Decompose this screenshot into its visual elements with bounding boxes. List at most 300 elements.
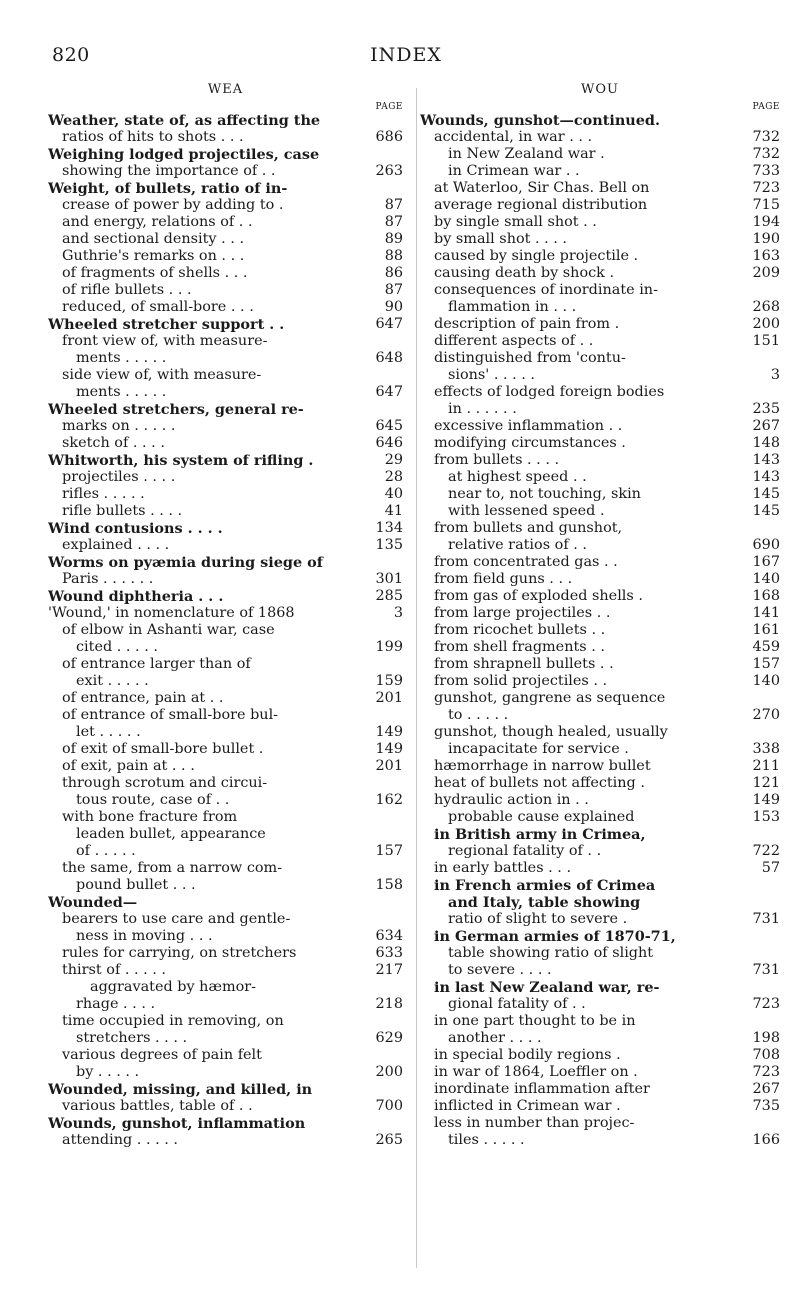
index-entry: [420, 452, 780, 469]
index-entry: [48, 265, 403, 282]
entry-text: from shell fragments . .: [434, 639, 605, 655]
entry-page-number: 201: [375, 690, 403, 706]
entry-text: Weight, of bullets, ratio of in-: [48, 180, 288, 197]
entry-text: from solid projectiles . .: [434, 673, 608, 689]
page-column-label: PAGE: [752, 102, 780, 112]
entry-page-number: 194: [752, 214, 780, 230]
column-running-head: WOU: [581, 82, 619, 97]
index-entry: [420, 639, 780, 656]
entry-text: front view of, with measure-: [62, 333, 268, 349]
entry-text: ratio of slight to severe .: [448, 911, 628, 927]
index-entry: [420, 129, 780, 146]
entry-text: Wound diphtheria . . .: [48, 588, 224, 605]
index-entry: [420, 979, 780, 996]
index-entry: [48, 690, 403, 707]
entry-text: rhage . . . .: [76, 996, 156, 1012]
entry-page-number: 28: [384, 469, 403, 485]
entry-page-number: 646: [375, 435, 403, 451]
entry-text: cited . . . . .: [76, 639, 158, 655]
entry-page-number: 153: [752, 809, 780, 825]
entry-text: Wind contusions . . . .: [48, 520, 223, 537]
entry-text: showing the importance of . .: [62, 163, 276, 179]
entry-text: in special bodily regions .: [434, 1047, 621, 1063]
index-entry: [48, 1115, 403, 1132]
entry-page-number: 633: [375, 945, 403, 961]
entry-text: rules for carrying, on stretchers: [62, 945, 297, 961]
entry-text: marks on . . . . .: [62, 418, 176, 434]
index-entry: [420, 656, 780, 673]
entry-page-number: 338: [752, 741, 780, 757]
index-entry: [420, 282, 780, 299]
entry-text: of entrance larger than of: [62, 656, 251, 672]
entry-text: ness in moving . . .: [76, 928, 213, 944]
entry-page-number: 159: [375, 673, 403, 689]
entry-text: side view of, with measure-: [62, 367, 262, 383]
entry-page-number: 157: [752, 656, 780, 672]
entry-page-number: 149: [752, 792, 780, 808]
entry-text: in war of 1864, Loeffler on .: [434, 1064, 638, 1080]
index-entry: [48, 1013, 403, 1030]
entry-text: and Italy, table showing: [448, 894, 641, 911]
entry-page-number: 235: [752, 401, 780, 417]
entry-page-number: 209: [752, 265, 780, 281]
entry-text: of exit, pain at . . .: [62, 758, 195, 774]
index-entry: [420, 367, 780, 384]
entry-text: with bone fracture from: [62, 809, 238, 825]
column-running-head: WEA: [207, 82, 244, 97]
index-entry: [420, 1013, 780, 1030]
index-entry: [48, 435, 403, 452]
entry-text: ratios of hits to shots . . .: [62, 129, 244, 145]
index-entry: [48, 146, 403, 163]
entry-text: the same, from a narrow com-: [62, 860, 283, 876]
index-entry: [420, 146, 780, 163]
entry-page-number: 732: [752, 129, 780, 145]
index-entry: [420, 826, 780, 843]
entry-page-number: 166: [752, 1132, 780, 1148]
entry-text: leaden bullet, appearance: [76, 826, 266, 842]
index-entry: [420, 928, 780, 945]
index-entry: [48, 962, 403, 979]
entry-page-number: 87: [384, 282, 403, 298]
index-entry: [420, 265, 780, 282]
index-entry: [48, 979, 403, 996]
entry-text: crease of power by adding to .: [62, 197, 284, 213]
entry-text: tiles . . . . .: [448, 1132, 525, 1148]
entry-page-number: 715: [752, 197, 780, 213]
index-entry: [420, 1064, 780, 1081]
entry-text: explained . . . .: [62, 537, 170, 553]
entry-text: of exit of small-bore bullet .: [62, 741, 264, 757]
entry-text: through scrotum and circui-: [62, 775, 268, 791]
entry-text: by single small shot . .: [434, 214, 597, 230]
entry-text: from large projectiles . .: [434, 605, 611, 621]
index-entry: [48, 554, 403, 571]
entry-page-number: 267: [752, 1081, 780, 1097]
entry-text: to . . . . .: [448, 707, 509, 723]
entry-text: in French armies of Crimea: [434, 877, 656, 894]
entry-page-number: 41: [384, 503, 403, 519]
index-entry: [420, 350, 780, 367]
entry-text: projectiles . . . .: [62, 469, 176, 485]
entry-text: Wounded—: [48, 894, 138, 911]
entry-page-number: 29: [384, 452, 403, 468]
index-entry: [48, 656, 403, 673]
entry-page-number: 149: [375, 724, 403, 740]
entry-page-number: 40: [384, 486, 403, 502]
entry-text: modifying circumstances .: [434, 435, 626, 451]
index-entry: [420, 707, 780, 724]
index-entry: [420, 384, 780, 401]
entry-page-number: 88: [384, 248, 403, 264]
index-entry: [48, 826, 403, 843]
entry-text: Weighing lodged projectiles, case: [48, 146, 320, 163]
index-entry: [420, 418, 780, 435]
index-entry: [420, 248, 780, 265]
index-entry: [420, 520, 780, 537]
index-entry: [48, 486, 403, 503]
entry-page-number: 145: [752, 503, 780, 519]
column-divider: [416, 88, 417, 1268]
entry-text: gunshot, though healed, usually: [434, 724, 668, 740]
entry-text: from shrapnell bullets . .: [434, 656, 614, 672]
index-entry: [48, 180, 403, 197]
entry-page-number: 86: [384, 265, 403, 281]
entry-page-number: 731: [752, 962, 780, 978]
entry-page-number: 140: [752, 673, 780, 689]
entry-page-number: 134: [375, 520, 403, 536]
entry-text: Whitworth, his system of rifling .: [48, 452, 314, 469]
entry-text: in German armies of 1870-71,: [434, 928, 676, 945]
entry-page-number: 3: [770, 367, 780, 383]
entry-page-number: 145: [752, 486, 780, 502]
entry-page-number: 157: [375, 843, 403, 859]
entry-text: average regional distribution: [434, 197, 648, 213]
entry-text: of elbow in Ashanti war, case: [62, 622, 275, 638]
entry-text: bearers to use care and gentle-: [62, 911, 291, 927]
entry-text: inflicted in Crimean war .: [434, 1098, 621, 1114]
index-entry: [420, 945, 780, 962]
entry-text: in one part thought to be in: [434, 1013, 636, 1029]
entry-text: from field guns . . .: [434, 571, 573, 587]
entry-text: exit . . . . .: [76, 673, 149, 689]
index-entry: [420, 1030, 780, 1047]
entry-text: ments . . . . .: [76, 350, 167, 366]
entry-page-number: 143: [752, 469, 780, 485]
index-entry: [48, 418, 403, 435]
index-entry: [420, 1081, 780, 1098]
entry-text: Guthrie's remarks on . . .: [62, 248, 245, 264]
entry-text: and sectional density . . .: [62, 231, 245, 247]
index-entry: [48, 452, 403, 469]
entry-page-number: 158: [375, 877, 403, 893]
entry-text: incapacitate for service .: [448, 741, 629, 757]
entry-text: description of pain from .: [434, 316, 620, 332]
entry-text: from bullets . . . .: [434, 452, 560, 468]
entry-text: sketch of . . . .: [62, 435, 165, 451]
index-column-left: [48, 82, 403, 1149]
index-entry: [48, 775, 403, 792]
entry-page-number: 700: [375, 1098, 403, 1114]
index-entry: [420, 571, 780, 588]
index-entry: [48, 724, 403, 741]
entry-text: rifles . . . . .: [62, 486, 145, 502]
index-entry: [420, 435, 780, 452]
entry-page-number: 89: [384, 231, 403, 247]
index-entry: [420, 775, 780, 792]
entry-page-number: 459: [752, 639, 780, 655]
index-entry: [48, 792, 403, 809]
entry-page-number: 723: [752, 1064, 780, 1080]
entry-page-number: 3: [393, 605, 403, 621]
index-entry: [48, 231, 403, 248]
entry-text: by . . . . .: [76, 1064, 140, 1080]
index-entry: [48, 877, 403, 894]
index-entry: [420, 1098, 780, 1115]
entry-page-number: 143: [752, 452, 780, 468]
index-entry: [420, 554, 780, 571]
entry-text: 'Wound,' in nomenclature of 1868: [48, 605, 295, 621]
index-entry: [48, 622, 403, 639]
index-entry: [48, 707, 403, 724]
entry-text: of entrance of small-bore bul-: [62, 707, 279, 723]
entry-page-number: 148: [752, 435, 780, 451]
index-entry: [420, 486, 780, 503]
index-entry: [420, 673, 780, 690]
entry-page-number: 90: [384, 299, 403, 315]
entry-text: attending . . . . .: [62, 1132, 178, 1148]
entry-text: Wounds, gunshot—continued.: [420, 112, 660, 129]
index-entry: [48, 758, 403, 775]
index-entry: [48, 503, 403, 520]
entry-page-number: 648: [375, 350, 403, 366]
entry-text: of entrance, pain at . .: [62, 690, 224, 706]
entry-text: stretchers . . . .: [76, 1030, 188, 1046]
entry-page-number: 121: [752, 775, 780, 791]
entry-text: gunshot, gangrene as sequence: [434, 690, 666, 706]
entry-page-number: 263: [375, 163, 403, 179]
entry-page-number: 198: [752, 1030, 780, 1046]
entry-text: distinguished from 'contu-: [434, 350, 626, 366]
entry-text: in . . . . . .: [448, 401, 517, 417]
entry-text: from bullets and gunshot,: [434, 520, 623, 536]
index-entry: [420, 333, 780, 350]
entry-page-number: 161: [752, 622, 780, 638]
entry-text: hæmorrhage in narrow bullet: [434, 758, 651, 774]
entry-page-number: 87: [384, 214, 403, 230]
entry-page-number: 135: [375, 537, 403, 553]
index-entry: [48, 571, 403, 588]
page-title: INDEX: [370, 44, 442, 66]
index-entry: [48, 299, 403, 316]
entry-page-number: 87: [384, 197, 403, 213]
index-entry: [420, 622, 780, 639]
index-entry: [420, 299, 780, 316]
entry-page-number: 268: [752, 299, 780, 315]
entry-text: flammation in . . .: [448, 299, 577, 315]
index-entry: [420, 605, 780, 622]
index-entry: [48, 197, 403, 214]
entry-page-number: 211: [752, 758, 780, 774]
entry-text: of . . . . .: [76, 843, 136, 859]
entry-page-number: 647: [375, 316, 403, 332]
entry-text: hydraulic action in . .: [434, 792, 589, 808]
index-entry: [420, 911, 780, 928]
index-entry: [48, 1030, 403, 1047]
entry-page-number: 200: [752, 316, 780, 332]
index-entry: [48, 996, 403, 1013]
index-entry: [420, 894, 780, 911]
index-entry: [420, 163, 780, 180]
index-entry: [420, 1132, 780, 1149]
entry-text: various degrees of pain felt: [62, 1047, 262, 1063]
index-entry: [48, 129, 403, 146]
index-entry: [420, 1115, 780, 1132]
entry-text: gional fatality of . .: [448, 996, 586, 1012]
index-entry: [420, 588, 780, 605]
entry-text: causing death by shock .: [434, 265, 615, 281]
entry-page-number: 722: [752, 843, 780, 859]
index-entry: [48, 112, 403, 129]
index-entry: [420, 690, 780, 707]
entry-text: with lessened speed .: [448, 503, 605, 519]
entry-text: Wounds, gunshot, inflammation: [48, 1115, 306, 1132]
entry-text: rifle bullets . . . .: [62, 503, 183, 519]
index-entry: [420, 214, 780, 231]
entry-text: Wheeled stretcher support . .: [48, 316, 285, 333]
index-entry: [48, 282, 403, 299]
index-entry: [48, 928, 403, 945]
index-entry: [48, 605, 403, 622]
index-entry: [48, 945, 403, 962]
index-entry: [48, 350, 403, 367]
entry-text: Weather, state of, as affecting the: [48, 112, 321, 129]
page-header: [52, 44, 760, 68]
entry-text: of fragments of shells . . .: [62, 265, 248, 281]
entry-page-number: 723: [752, 180, 780, 196]
index-entry: [420, 792, 780, 809]
index-entry: [420, 112, 780, 129]
entry-text: of rifle bullets . . .: [62, 282, 192, 298]
entry-text: time occupied in removing, on: [62, 1013, 284, 1029]
index-entry-list: [420, 112, 780, 1149]
index-entry: [420, 877, 780, 894]
index-entry: [48, 843, 403, 860]
index-entry: [420, 843, 780, 860]
index-entry: [48, 214, 403, 231]
entry-text: in last New Zealand war, re-: [434, 979, 660, 996]
entry-page-number: 201: [375, 758, 403, 774]
entry-page-number: 733: [752, 163, 780, 179]
entry-page-number: 163: [752, 248, 780, 264]
entry-page-number: 168: [752, 588, 780, 604]
index-entry: [48, 1064, 403, 1081]
entry-text: at Waterloo, Sir Chas. Bell on: [434, 180, 650, 196]
entry-text: from ricochet bullets . .: [434, 622, 606, 638]
index-entry: [420, 758, 780, 775]
entry-page-number: 162: [375, 792, 403, 808]
entry-text: thirst of . . . . .: [62, 962, 167, 978]
entry-text: effects of lodged foreign bodies: [434, 384, 665, 400]
index-entry: [48, 1098, 403, 1115]
index-entry: [48, 639, 403, 656]
entry-page-number: 200: [375, 1064, 403, 1080]
entry-text: Wounded, missing, and killed, in: [48, 1081, 313, 1098]
index-entry: [48, 1047, 403, 1064]
index-entry: [420, 180, 780, 197]
entry-page-number: 141: [752, 605, 780, 621]
entry-page-number: 731: [752, 911, 780, 927]
index-entry: [420, 809, 780, 826]
entry-page-number: 690: [752, 537, 780, 553]
entry-page-number: 634: [375, 928, 403, 944]
entry-page-number: 167: [752, 554, 780, 570]
entry-text: near to, not touching, skin: [448, 486, 641, 502]
index-column-right: [420, 82, 780, 1149]
index-entry: [420, 1047, 780, 1064]
index-entry: [48, 367, 403, 384]
entry-text: from gas of exploded shells .: [434, 588, 643, 604]
index-entry: [48, 333, 403, 350]
index-entry: [48, 741, 403, 758]
index-entry: [420, 860, 780, 877]
entry-text: inordinate inflammation after: [434, 1081, 650, 1097]
entry-text: relative ratios of . .: [448, 537, 587, 553]
index-entry: [48, 163, 403, 180]
entry-text: tous route, case of . .: [76, 792, 230, 808]
index-entry: [48, 520, 403, 537]
index-entry: [420, 316, 780, 333]
entry-text: accidental, in war . . .: [434, 129, 593, 145]
entry-text: another . . . .: [448, 1030, 542, 1046]
entry-page-number: 151: [752, 333, 780, 349]
index-entry: [48, 537, 403, 554]
entry-text: in early battles . . .: [434, 860, 572, 876]
entry-page-number: 140: [752, 571, 780, 587]
index-entry: [48, 1132, 403, 1149]
entry-text: reduced, of small-bore . . .: [62, 299, 254, 315]
entry-page-number: 732: [752, 146, 780, 162]
entry-page-number: 285: [375, 588, 403, 604]
entry-text: Worms on pyæmia during siege of: [48, 554, 323, 571]
index-entry: [420, 996, 780, 1013]
index-entry: [420, 962, 780, 979]
entry-text: pound bullet . . .: [76, 877, 196, 893]
entry-page-number: 647: [375, 384, 403, 400]
index-entry: [420, 469, 780, 486]
entry-text: in British army in Crimea,: [434, 826, 646, 843]
index-entry: [48, 469, 403, 486]
entry-text: at highest speed . .: [448, 469, 587, 485]
entry-page-number: 645: [375, 418, 403, 434]
index-entry: [48, 401, 403, 418]
entry-text: different aspects of . .: [434, 333, 594, 349]
index-entry: [48, 894, 403, 911]
entry-text: from concentrated gas . .: [434, 554, 618, 570]
index-entry: [420, 231, 780, 248]
entry-text: regional fatality of . .: [448, 843, 602, 859]
entry-text: heat of bullets not affecting .: [434, 775, 645, 791]
index-entry: [420, 741, 780, 758]
index-entry: [48, 673, 403, 690]
entry-text: and energy, relations of . .: [62, 214, 253, 230]
index-entry: [420, 401, 780, 418]
index-entry: [420, 537, 780, 554]
entry-page-number: 708: [752, 1047, 780, 1063]
entry-page-number: 723: [752, 996, 780, 1012]
index-entry: [48, 809, 403, 826]
entry-page-number: 217: [375, 962, 403, 978]
